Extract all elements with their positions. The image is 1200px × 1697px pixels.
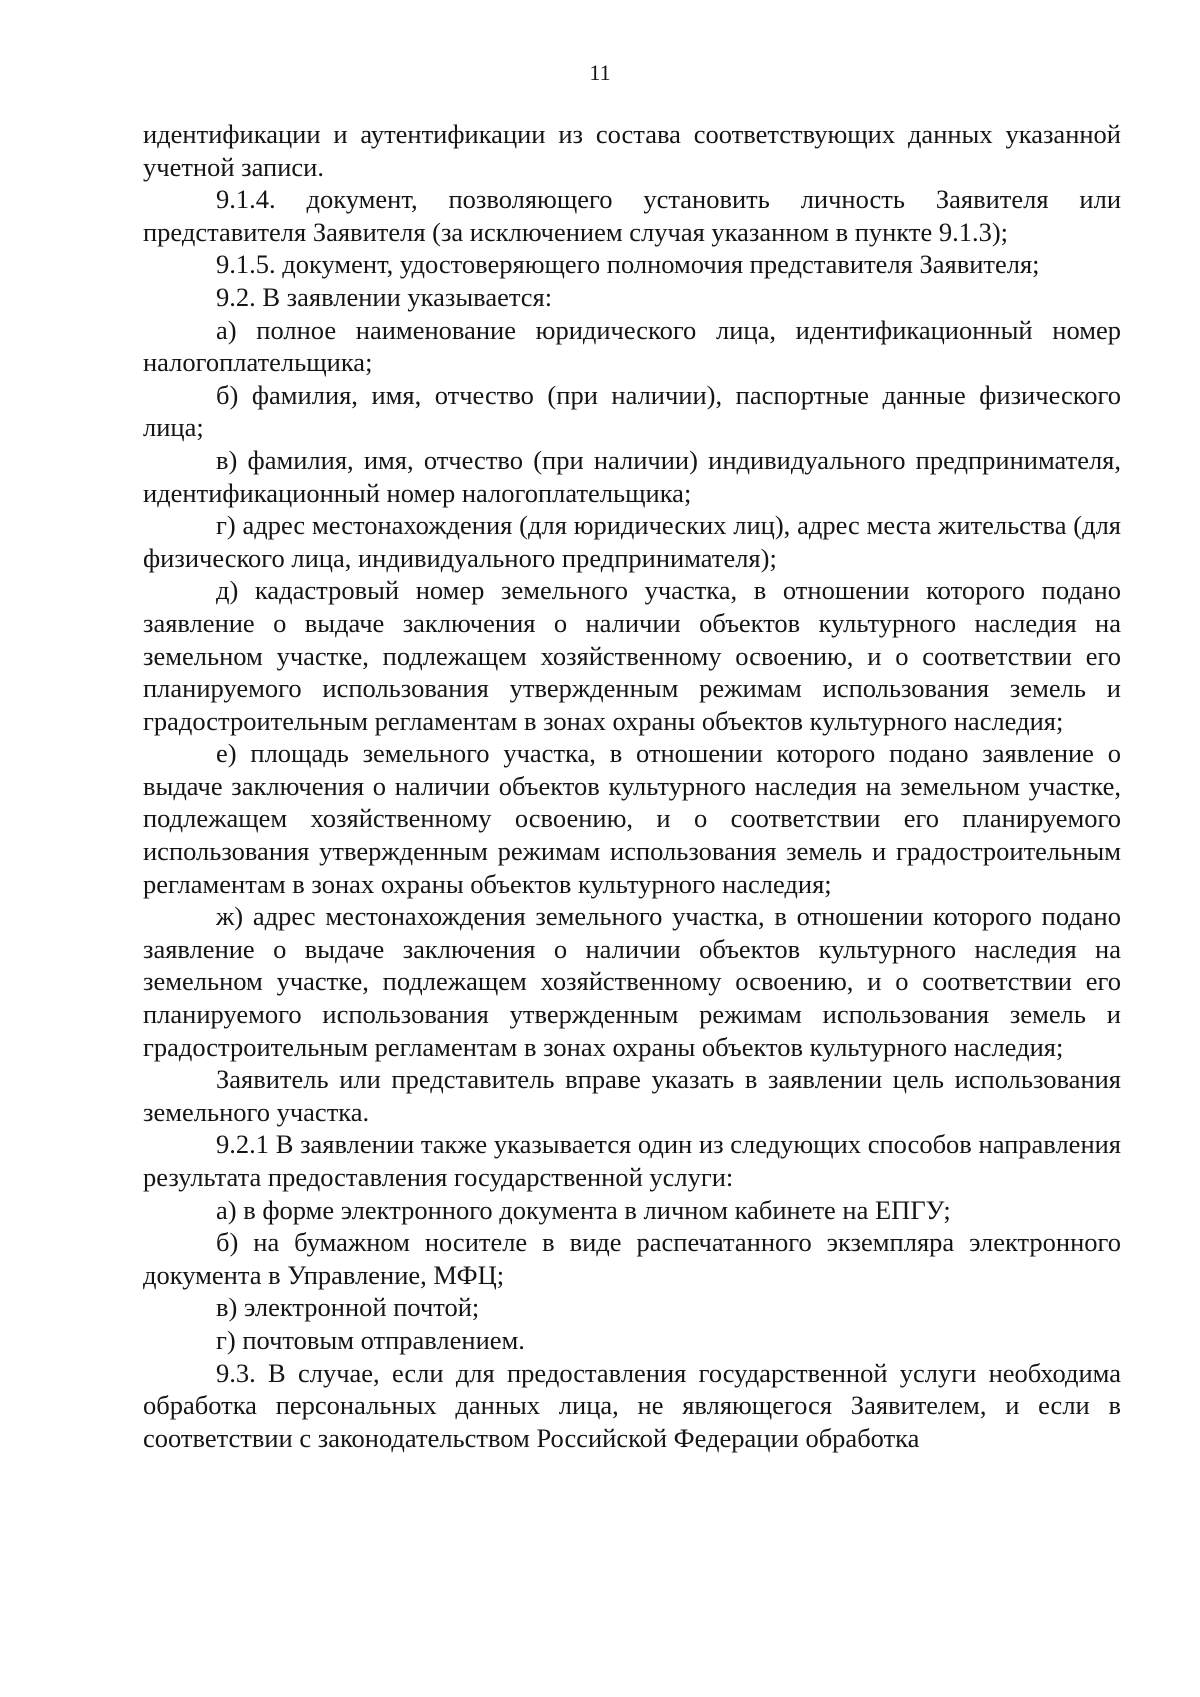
paragraph-9-2: 9.2. В заявлении указывается: bbox=[216, 281, 553, 312]
paragraph-9-3: 9.3. В случае, если для предоставления государственной услуги необходима обработка персональных данных лица, не являющегося Заявителем, и если в соответствии с законодательством Российской Федерации обработка bbox=[143, 1357, 1121, 1453]
paragraph-9-2-1-b: б) на бумажном носителе в виде распечатанного экземпляра электронного документа в Управление, МФЦ; bbox=[143, 1227, 1121, 1290]
paragraph-9-1-4: 9.1.4. документ, позволяющего установить личность Заявителя или представителя Заявителя (за исключением случая указанном в пункте 9.1.3); bbox=[143, 184, 1121, 247]
paragraph-9-2-d: д) кадастровый номер земельного участка, в отношении которого подано заявление о выдаче заключения о наличии объектов культурного наследия на земельном участке, подлежащем хозяйственному освоению, и о соответствии его планируемого использования утвержденным режимам использования земель и градостроительным регламентам в зонах охраны объектов культурного наследия; bbox=[143, 575, 1121, 736]
paragraph-continuation: идентификации и аутентификации из состава соответствующих данных указанной учетной записи. bbox=[143, 119, 1121, 182]
page-number: 11 bbox=[589, 60, 611, 85]
paragraph-9-1-5: 9.1.5. документ, удостоверяющего полномочия представителя Заявителя; bbox=[216, 249, 1040, 280]
paragraph-9-2-b: б) фамилия, имя, отчество (при наличии), паспортные данные физического лица; bbox=[143, 379, 1121, 443]
paragraph-9-2-purpose: Заявитель или представитель вправе указать в заявлении цель использования земельного участка. bbox=[143, 1064, 1121, 1127]
paragraph-9-2-a: а) полное наименование юридического лица, идентификационный номер налогоплательщика; bbox=[143, 314, 1121, 378]
paragraph-9-2-1: 9.2.1 В заявлении также указывается один из следующих способов направления результата предоставления государственной услуги: bbox=[143, 1129, 1121, 1192]
paragraph-9-2-1-g: г) почтовым отправлением. bbox=[216, 1324, 525, 1355]
document-body bbox=[143, 118, 1121, 1454]
paragraph-9-2-1-a: а) в форме электронного документа в личном кабинете на ЕПГУ; bbox=[216, 1194, 951, 1225]
paragraph-9-2-v: в) фамилия, имя, отчество (при наличии) индивидуального предпринимателя, идентификационный номер налогоплательщика; bbox=[143, 444, 1121, 508]
paragraph-9-2-1-v: в) электронной почтой; bbox=[216, 1292, 480, 1323]
paragraph-9-2-zh: ж) адрес местонахождения земельного участка, в отношении которого подано заявление о выдаче заключения о наличии объектов культурного наследия на земельном участке, подлежащем хозяйственному освоению, и о соответствии его планируемого использования утвержденным режимам использования земель и градостроительным регламентам в зонах охраны объектов культурного наследия; bbox=[143, 901, 1121, 1062]
paragraph-9-2-e: е) площадь земельного участка, в отношении которого подано заявление о выдаче заключения о наличии объектов культурного наследия на земельном участке, подлежащем хозяйственному освоению, и о соответствии его планируемого использования утвержденным режимам использования земель и градостроительным регламентам в зонах охраны объектов культурного наследия; bbox=[143, 738, 1121, 899]
paragraph-9-2-g: г) адрес местонахождения (для юридических лиц), адрес места жительства (для физического лица, индивидуального предпринимателя); bbox=[143, 510, 1121, 573]
